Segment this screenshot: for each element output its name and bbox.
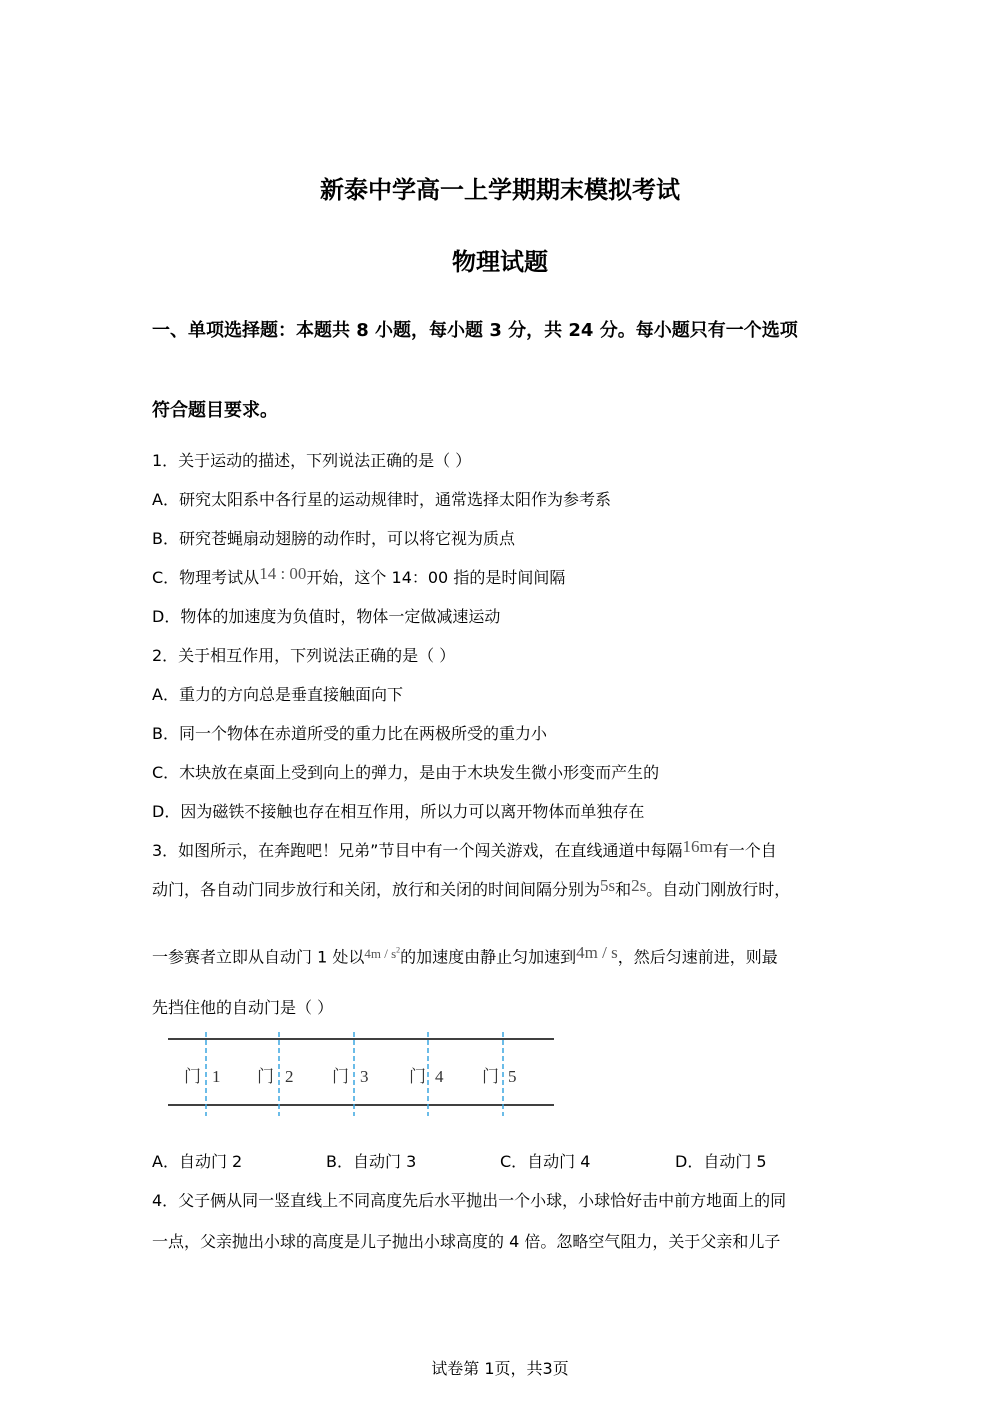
q3-line3-mid: 的加速度由静止匀加速到: [400, 947, 577, 967]
q2-stem: 2．关于相互作用，下列说法正确的是（ ）: [152, 646, 456, 665]
q3-line2-pre: 动门，各自动门同步放行和关闭，放行和关闭的时间间隔分别为: [152, 880, 601, 899]
q3-options-row: [0, 1152, 1000, 1174]
q3-acceleration-base: 4m / s: [364, 946, 397, 962]
q3-line2-mid: 和: [615, 880, 632, 899]
gate-char-label: 门: [332, 1067, 349, 1086]
q3-line4: 先挡住他的自动门是（ ）: [152, 998, 334, 1017]
q2-option-c: C．木块放在桌面上受到向上的弹力，是由于木块发生微小形变而产生的: [152, 763, 660, 782]
gate-number-label: 4: [435, 1067, 444, 1086]
q2-option-d: D．因为磁铁不接触也存在相互作用，所以力可以离开物体而单独存在: [152, 802, 645, 821]
q3-option-a: A．自动门 2: [152, 1152, 243, 1171]
q3-acceleration-formula: [364, 946, 400, 961]
q3-close-time-formula: 2s: [631, 876, 647, 895]
q1-stem: 1．关于运动的描述，下列说法正确的是（ ）: [152, 451, 472, 470]
gate-char-label: 门: [482, 1067, 499, 1086]
q1-option-b: B．研究苍蝇扇动翅膀的动作时，可以将它视为质点: [152, 529, 515, 548]
q3-line3-pre: 一参赛者立即从自动门 1 处以: [152, 947, 365, 967]
q1-option-c: [152, 564, 566, 588]
q1-time-formula: 14 : 00: [259, 564, 307, 583]
q1-option-c-text-pre: C．物理考试从: [152, 568, 260, 587]
q2-option-b: B．同一个物体在赤道所受的重力比在两极所受的重力小: [152, 724, 547, 743]
q1-option-d: D．物体的加速度为负值时，物体一定做减速运动: [152, 607, 501, 626]
section-heading-line2: 符合题目要求。: [152, 400, 278, 421]
gate-char-label: 门: [409, 1067, 426, 1086]
q3-acceleration-exponent: 2: [396, 946, 401, 955]
q3-line2: [152, 876, 791, 900]
q3-open-time-formula: 5s: [600, 876, 616, 895]
q3-gate-diagram: [168, 1032, 556, 1116]
gate-diagram-svg: [168, 1032, 556, 1116]
q3-option-c: C．自动门 4: [500, 1152, 591, 1171]
q1-option-a: A．研究太阳系中各行星的运动规律时，通常选择太阳作为参考系: [152, 490, 611, 509]
q3-distance-formula: 16m: [682, 837, 713, 856]
q1-option-c-text-post: 开始，这个 14：00 指的是时间间隔: [306, 568, 566, 587]
q3-line1: [152, 837, 777, 861]
gate-number-label: 1: [212, 1067, 221, 1086]
page-footer: 试卷第 1页，共3页: [431, 1359, 569, 1378]
gate-number-label: 3: [360, 1067, 369, 1086]
q3-line1-pre: 3．如图所示，在奔跑吧！兄弟”节目中有一个闯关游戏，在直线通道中每隔: [152, 841, 683, 860]
q3-line1-post: 有一个自: [712, 841, 777, 860]
gate-char-label: 门: [257, 1067, 274, 1086]
q2-option-a: A．重力的方向总是垂直接触面向下: [152, 685, 403, 704]
q3-option-d: D．自动门 5: [675, 1152, 767, 1171]
q4-line1: 4．父子俩从同一竖直线上不同高度先后水平抛出一个小球，小球恰好击中前方地面上的同: [152, 1191, 787, 1210]
q3-line3-post: ，然后匀速前进，则最: [617, 947, 778, 967]
subject-title: 物理试题: [452, 248, 548, 276]
q3-line2-post: 。自动门刚放行时，: [646, 880, 791, 899]
q3-speed-formula: 4m / s: [576, 943, 618, 963]
q4-line2: 一点，父亲抛出小球的高度是儿子抛出小球高度的 4 倍。忽略空气阻力，关于父亲和儿子: [152, 1232, 781, 1251]
gate-number-label: 2: [285, 1067, 294, 1086]
gate-number-label: 5: [508, 1067, 517, 1086]
exam-title: 新泰中学高一上学期期末模拟考试: [320, 176, 680, 204]
q3-option-b: B．自动门 3: [326, 1152, 417, 1171]
q3-line3: [152, 945, 778, 968]
gate-char-label: 门: [184, 1067, 201, 1086]
section-heading-line1: 一、单项选择题：本题共 8 小题，每小题 3 分，共 24 分。每小题只有一个选项: [152, 320, 798, 341]
